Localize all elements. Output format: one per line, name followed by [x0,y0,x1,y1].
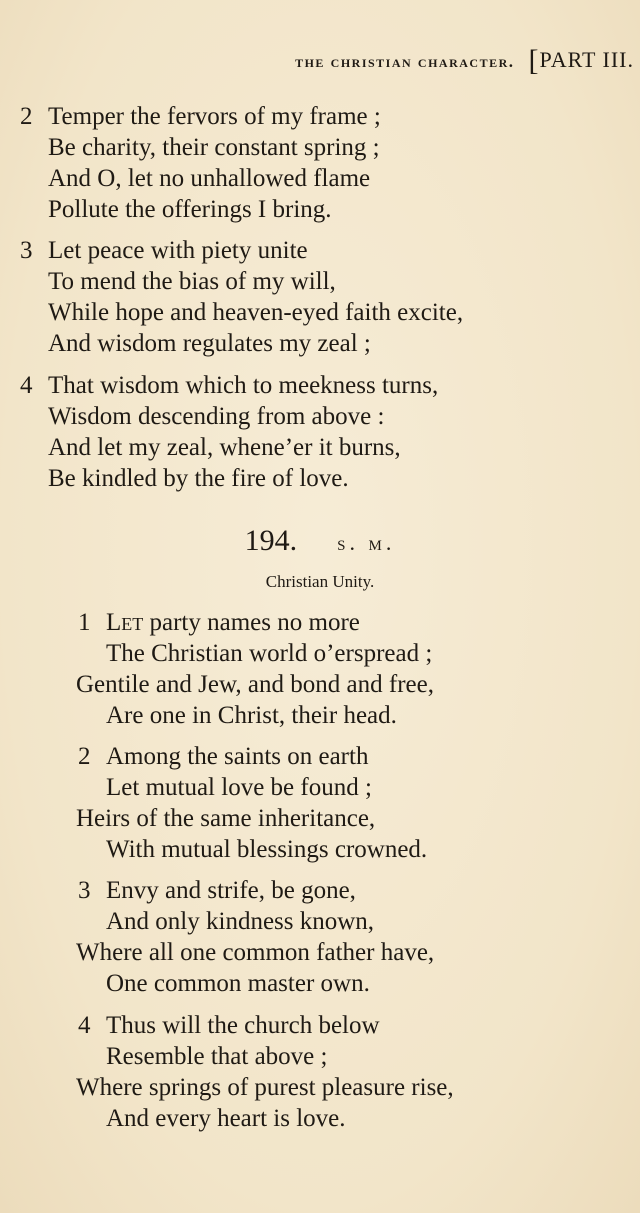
stanza-line: party names no more [143,609,360,636]
running-head-title: the christian character. [295,52,515,71]
running-head-part: PART III. [539,47,634,72]
stanza-number: 4 [20,372,33,399]
stanza-line: To mend the bias of my will, [48,268,336,295]
hymn-meter: s. m. [337,530,396,555]
stanza-line: Resemble that above ; [106,1043,328,1070]
stanza-1 [76,607,434,731]
stanza-line: Among the saints on earth [106,743,369,770]
stanza-line: With mutual blessings crowned. [106,836,428,863]
stanza-prev-4 [20,370,439,494]
stanza-line: The Christian world o’erspread ; [106,640,433,667]
stanza-line: Where all one common father have, [76,939,435,966]
stanza-line: Thus will the church below [106,1012,380,1039]
stanza-prev-3 [20,235,464,359]
stanza-number: 3 [20,237,33,264]
stanza-line: And wisdom regulates my zeal ; [48,330,371,357]
stanza-line: Heirs of the same inheritance, [76,805,376,832]
stanza-3 [76,875,434,999]
stanza-line: Wisdom descending from above : [48,403,385,430]
stanza-line: Gentile and Jew, and bond and free, [76,671,434,698]
stanza-line: Be kindled by the fire of love. [48,465,349,492]
stanza-prev-2 [20,101,381,225]
stanza-line: Pollute the offerings I bring. [48,196,332,223]
stanza-line: Are one in Christ, their head. [106,702,397,729]
stanza-line: Where springs of purest pleasure rise, [76,1074,454,1101]
hymn-number-heading [0,524,640,558]
stanza-number: 2 [20,103,33,130]
stanza-line: Be charity, their constant spring ; [48,134,380,161]
stanza-line: And only kindness known, [106,908,375,935]
stanza-line: And O, let no unhallowed flame [48,165,371,192]
stanza-line: And every heart is love. [106,1105,346,1132]
running-head-bracket: [ [528,44,540,77]
stanza-line: One common master own. [106,970,370,997]
stanza-number: 2 [78,743,91,770]
stanza-line: While hope and heaven-eyed faith excite, [48,299,464,326]
stanza-line: Let peace with piety unite [48,237,308,264]
stanza-line: Let mutual love be found ; [106,774,372,801]
stanza-line: And let my zeal, whene’er it burns, [48,434,401,461]
stanza-line: That wisdom which to meekness turns, [48,372,439,399]
stanza-line: Temper the fervors of my frame ; [48,103,381,130]
stanza-first-word: Let [106,609,144,636]
stanza-number: 3 [78,877,91,904]
stanza-line: Envy and strife, be gone, [106,877,356,904]
hymn-number: 194. [244,524,298,557]
stanza-number: 4 [78,1012,91,1039]
running-head [0,44,634,78]
stanza-2 [76,741,427,865]
stanza-number: 1 [78,609,91,636]
stanza-4 [76,1010,454,1134]
hymn-title: Christian Unity. [265,572,375,591]
